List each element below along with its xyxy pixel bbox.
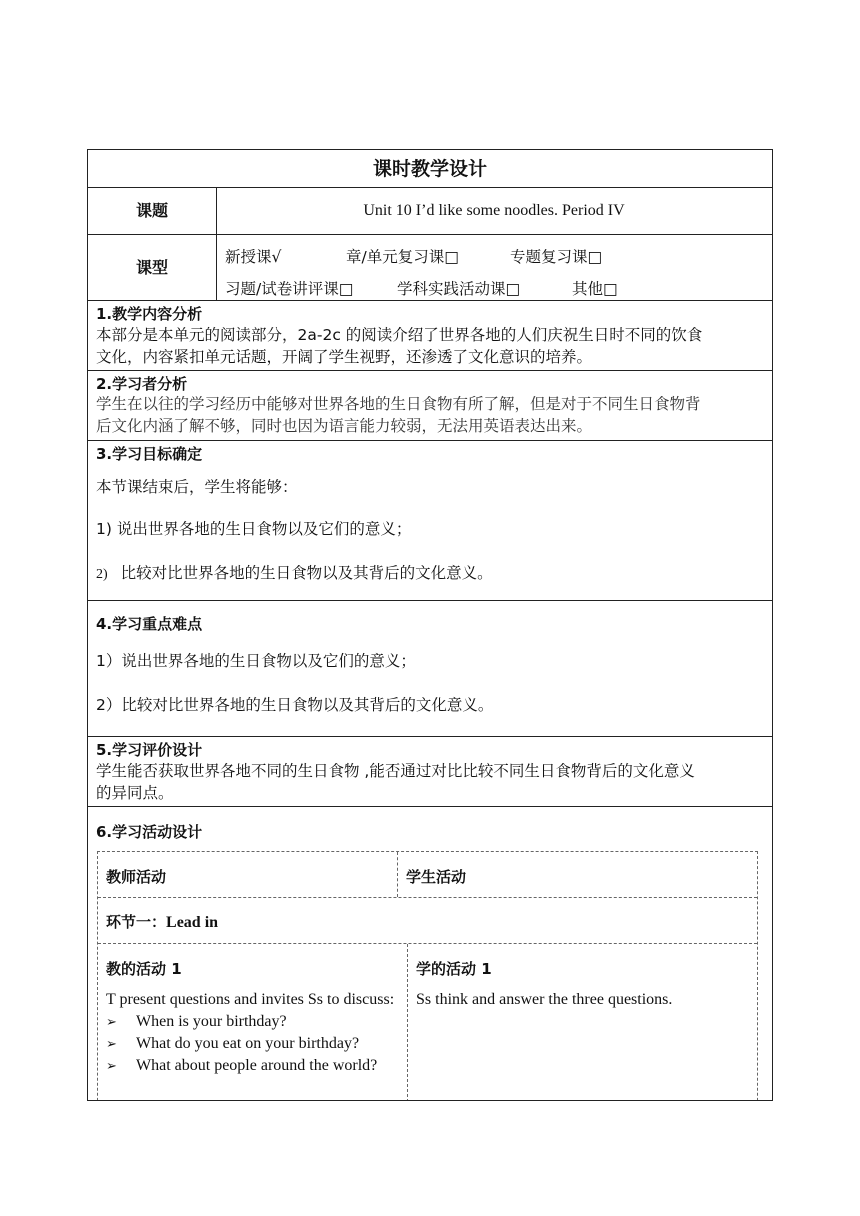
lesson-type-option: 章/单元复习课□ <box>346 248 459 266</box>
column-divider <box>407 944 408 1101</box>
goal-number: 2) <box>96 567 108 582</box>
section-heading: 6.学习活动设计 <box>96 823 203 841</box>
section-evaluation <box>88 737 772 807</box>
key-point: 2）比较对比世界各地的生日食物以及其背后的文化意义。 <box>96 696 494 714</box>
column-divider <box>397 852 398 897</box>
stage-name: Lead in <box>166 914 219 931</box>
section-text: 文化，内容紧扣单元话题，开阔了学生视野，还渗透了文化意识的培养。 <box>96 348 593 366</box>
arrow-bullet-icon: ➢ <box>106 1058 117 1073</box>
section-text: 学生在以往的学习经历中能够对世界各地的生日食物有所了解，但是对于不同生日食物背 <box>96 396 701 413</box>
question-item <box>106 1011 400 1033</box>
activity-table <box>97 851 758 1101</box>
section-content-analysis <box>88 301 772 371</box>
section-text: 本部分是本单元的阅读部分，2a-2c 的阅读介绍了世界各地的人们庆祝生日时不同的饮食 <box>96 326 703 344</box>
teacher-activity-label: 教的活动 1 <box>106 960 182 978</box>
topic-label: 课题 <box>135 201 168 220</box>
goal-item <box>96 562 764 586</box>
lesson-type-option: 专题复习课□ <box>510 248 603 266</box>
arrow-bullet-icon: ➢ <box>106 1036 117 1051</box>
section-key-points <box>88 601 772 737</box>
section-text: 后文化内涵了解不够，同时也因为语言能力较弱，无法用英语表达出来。 <box>96 418 593 435</box>
activity-header-row <box>98 852 757 898</box>
goal-item: 1) 说出世界各地的生日食物以及它们的意义； <box>96 520 412 538</box>
section-learner-analysis <box>88 371 772 441</box>
student-activity-cell <box>416 958 746 1011</box>
student-column-header: 学生活动 <box>406 868 467 886</box>
lesson-design-table <box>87 149 773 1101</box>
lesson-type-option: 新授课√ <box>225 248 282 266</box>
activity-row <box>98 944 757 1101</box>
lesson-type-option: 习题/试卷讲评课□ <box>225 280 354 298</box>
topic-value: Unit 10 I’d like some noodles. Period IV <box>363 202 625 219</box>
question-item <box>106 1033 400 1055</box>
section-heading: 3.学习目标确定 <box>96 445 203 463</box>
arrow-bullet-icon: ➢ <box>106 1014 117 1029</box>
question-text: When is your birthday? <box>136 1013 287 1030</box>
student-activity-text: Ss think and answer the three questions. <box>416 991 673 1008</box>
section-heading: 4.学习重点难点 <box>96 615 203 633</box>
section-text: 的异同点。 <box>96 784 174 802</box>
question-text: What do you eat on your birthday? <box>136 1035 360 1052</box>
lesson-type-label: 课型 <box>135 258 168 277</box>
goal-text: 比较对比世界各地的生日食物以及其背后的文化意义。 <box>120 564 493 582</box>
page-title: 课时教学设计 <box>372 158 487 180</box>
section-learning-goals <box>88 441 772 601</box>
title-row <box>88 150 772 188</box>
lesson-type-option: 学科实践活动课□ <box>397 280 521 298</box>
lesson-type-row <box>88 235 772 301</box>
section-heading: 2.学习者分析 <box>96 375 188 393</box>
teacher-activity-intro: T present questions and invites Ss to discuss: <box>106 991 395 1008</box>
stage-row <box>98 898 757 944</box>
section-activities <box>88 807 772 1101</box>
column-divider <box>216 235 217 300</box>
question-item <box>106 1055 400 1077</box>
question-text: What about people around the world? <box>136 1057 378 1074</box>
teacher-column-header: 教师活动 <box>106 868 167 886</box>
lesson-type-option: 其他□ <box>572 280 618 298</box>
stage-title <box>106 911 218 932</box>
section-text: 学生能否获取世界各地不同的生日食物 ,能否通过对比比较不同生日食物背后的文化意义 <box>96 762 695 780</box>
student-activity-label: 学的活动 1 <box>416 960 492 978</box>
stage-prefix: 环节一： <box>106 913 167 931</box>
teacher-activity-cell <box>106 958 400 1077</box>
section-heading: 1.教学内容分析 <box>96 305 203 323</box>
topic-row <box>88 188 772 235</box>
goals-intro: 本节课结束后，学生将能够： <box>96 478 298 496</box>
section-heading: 5.学习评价设计 <box>96 741 203 759</box>
key-point: 1）说出世界各地的生日食物以及它们的意义； <box>96 652 416 670</box>
